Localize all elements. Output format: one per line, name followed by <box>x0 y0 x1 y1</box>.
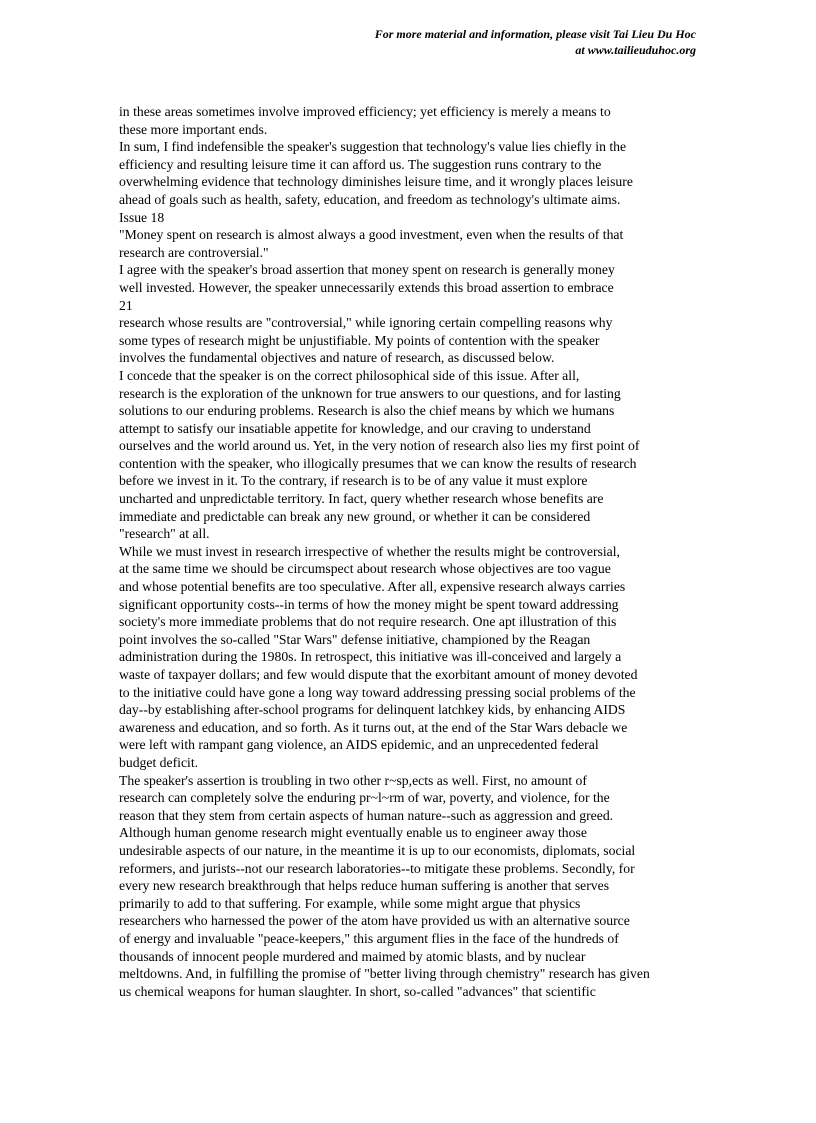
text-line: and whose potential benefits are too speculative. After all, expensive research always carries <box>119 579 626 595</box>
text-line: research whose results are "controversial," while ignoring certain compelling reasons why <box>119 315 613 331</box>
text-line: involves the fundamental objectives and nature of research, as discussed below. <box>119 350 555 366</box>
text-line: reformers, and jurists--not our research laboratories--to mitigate these problems. Secondly, for <box>119 860 635 876</box>
text-line: undesirable aspects of our nature, in the meantime it is up to our economists, diplomats, social <box>119 842 636 858</box>
text-line: day--by establishing after-school programs for delinquent latchkey kids, by enhancing AIDS <box>119 702 626 718</box>
text-line: reason that they stem from certain aspects of human nature--such as aggression and greed. <box>119 807 614 823</box>
text-line: I agree with the speaker's broad assertion that money spent on research is generally money <box>119 262 615 278</box>
text-line: primarily to add to that suffering. For example, while some might argue that physics <box>119 895 581 911</box>
text-line: 21 <box>119 297 133 313</box>
text-line: research is the exploration of the unknown for true answers to our questions, and for lasting <box>119 385 621 401</box>
text-line: awareness and education, and so forth. As it turns out, at the end of the Star Wars debacle we <box>119 719 628 735</box>
text-line: before we invest in it. To the contrary, if research is to be of any value it must explore <box>119 473 588 489</box>
text-line: at the same time we should be circumspect about research whose objectives are too vague <box>119 561 611 577</box>
text-line: thousands of innocent people murdered and maimed by atomic blasts, and by nuclear <box>119 948 586 964</box>
text-line: Although human genome research might eventually enable us to engineer away those <box>119 825 587 841</box>
text-line: overwhelming evidence that technology diminishes leisure time, and it wrongly places leisure <box>119 174 633 190</box>
text-line: some types of research might be unjustifiable. My points of contention with the speaker <box>119 332 600 348</box>
header-line-1: For more material and information, please visit Tai Lieu Du Hoc <box>374 27 696 41</box>
body-text <box>119 103 709 1000</box>
text-line: ahead of goals such as health, safety, education, and freedom as technology's ultimate aims. <box>119 191 621 207</box>
text-line: research can completely solve the enduring pr~l~rm of war, poverty, and violence, for the <box>119 790 610 806</box>
text-line: Issue 18 <box>119 209 165 225</box>
text-line: well invested. However, the speaker unnecessarily extends this broad assertion to embrace <box>119 279 614 295</box>
text-line: to the initiative could have gone a long way toward addressing pressing social problems of the <box>119 684 636 700</box>
text-line: of energy and invaluable "peace-keepers," this argument flies in the face of the hundreds of <box>119 930 619 946</box>
text-line: "research" at all. <box>119 526 210 542</box>
text-line: budget deficit. <box>119 754 199 770</box>
text-line: meltdowns. And, in fulfilling the promise of "better living through chemistry" research has given <box>119 966 650 982</box>
text-line: significant opportunity costs--in terms of how the money might be spent toward addressing <box>119 596 619 612</box>
text-line: efficiency and resulting leisure time it can afford us. The suggestion runs contrary to the <box>119 156 602 172</box>
text-line: uncharted and unpredictable territory. In fact, query whether research whose benefits are <box>119 491 604 507</box>
text-line: these more important ends. <box>119 121 268 137</box>
text-line: every new research breakthrough that helps reduce human suffering is another that serves <box>119 878 610 894</box>
text-line: were left with rampant gang violence, an AIDS epidemic, and an unprecedented federal <box>119 737 599 753</box>
text-line: ourselves and the world around us. Yet, in the very notion of research also lies my first point of <box>119 438 640 454</box>
page-header <box>375 26 696 58</box>
text-line: society's more immediate problems that do not require research. One apt illustration of this <box>119 614 617 630</box>
text-line: point involves the so-called "Star Wars" defense initiative, championed by the Reagan <box>119 631 591 647</box>
text-line: While we must invest in research irrespective of whether the results might be controversial, <box>119 543 620 559</box>
text-line: us chemical weapons for human slaughter. In short, so-called "advances" that scientific <box>119 983 596 999</box>
text-line: The speaker's assertion is troubling in two other r~sp,ects as well. First, no amount of <box>119 772 587 788</box>
text-line: administration during the 1980s. In retrospect, this initiative was ill-conceived and largely a <box>119 649 622 665</box>
text-line: attempt to satisfy our insatiable appetite for knowledge, and our craving to understand <box>119 420 591 436</box>
header-line-2: at www.tailieuduhoc.org <box>575 43 696 57</box>
text-line: research are controversial." <box>119 244 269 260</box>
text-line: researchers who harnessed the power of the atom have provided us with an alternative source <box>119 913 630 929</box>
text-line: immediate and predictable can break any new ground, or whether it can be considered <box>119 508 591 524</box>
text-line: In sum, I find indefensible the speaker's suggestion that technology's value lies chiefly in the <box>119 139 627 155</box>
text-line: in these areas sometimes involve improved efficiency; yet efficiency is merely a means to <box>119 104 611 119</box>
text-line: waste of taxpayer dollars; and few would dispute that the exorbitant amount of money devoted <box>119 667 638 682</box>
text-line: solutions to our enduring problems. Research is also the chief means by which we humans <box>119 403 615 419</box>
text-line: "Money spent on research is almost always a good investment, even when the results of that <box>119 227 624 243</box>
text-line: contention with the speaker, who illogically presumes that we can know the results of research <box>119 455 637 471</box>
text-line: I concede that the speaker is on the correct philosophical side of this issue. After all, <box>119 367 580 383</box>
